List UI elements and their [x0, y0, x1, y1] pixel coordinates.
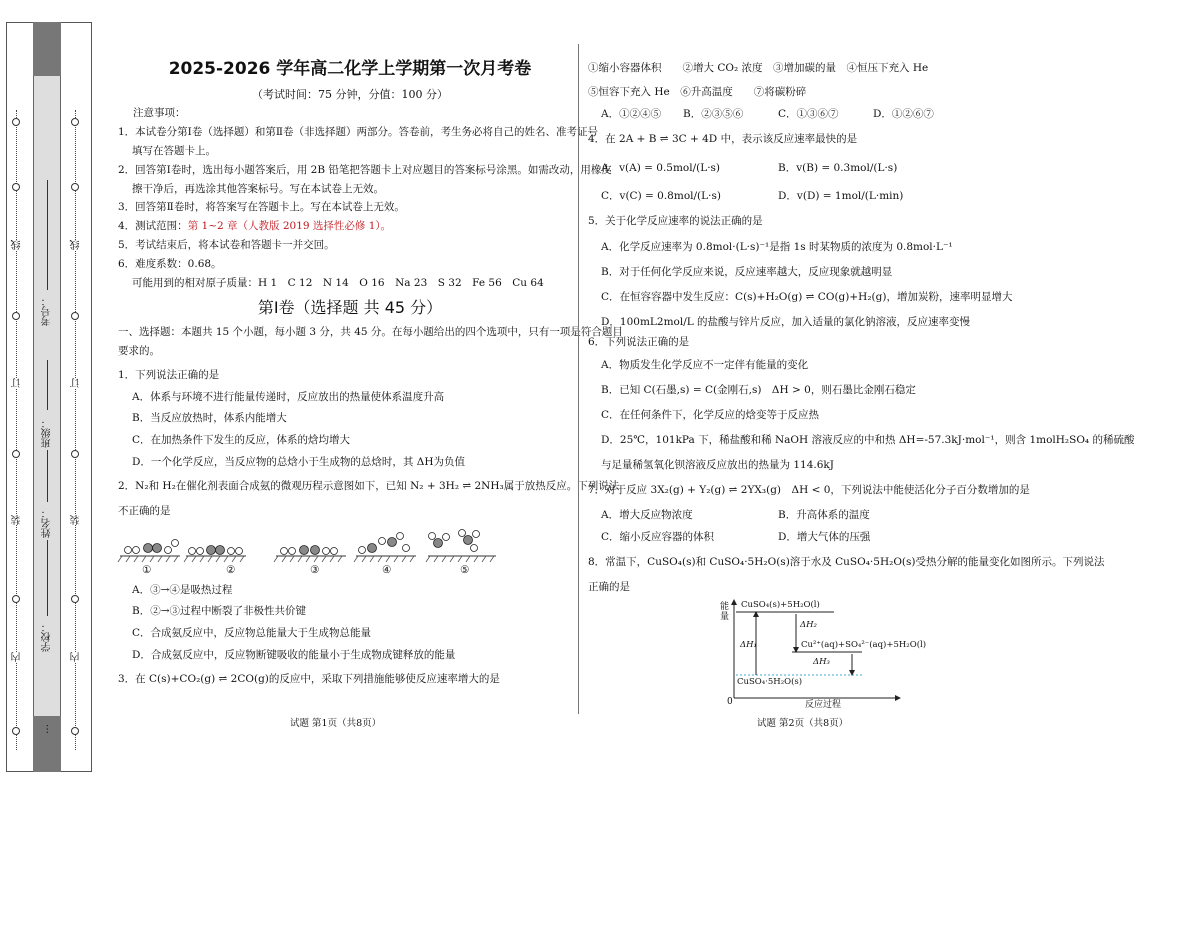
diagram-bottom-label: CuSO₄·5H₂O(s): [737, 677, 803, 687]
q6-stem: 6．下列说法正确的是: [588, 336, 690, 348]
binding-circle: [71, 118, 79, 126]
q4-stem: 4．在 2A + B ⇌ 3C + 4D 中，表示该反应速率最快的是: [588, 133, 858, 145]
q5-option-d: D．100mL2mol/L 的盐酸与锌片反应，加入适量的氯化钠溶液，反应速率变慢: [601, 316, 971, 328]
q5-option-a: A．化学反应速率为 0.8mol·(L·s)⁻¹是指 1s 时某物质的浓度为 0.8mol·L⁻¹: [601, 241, 953, 253]
binding-circle: [12, 450, 20, 458]
q6-option-a: A．物质发生化学反应不一定伴有能量的变化: [601, 359, 809, 371]
diagram-ylabel: 能量: [720, 602, 730, 622]
q4-option-c: C．v(C) = 0.8mol/(L·s): [601, 190, 721, 202]
field-class-label: 班级：: [42, 418, 53, 448]
binding-char-inner: 内: [71, 652, 82, 662]
notice-item-6: 6．难度系数：0.68。: [118, 258, 222, 270]
field-school-line[interactable]: [47, 540, 48, 616]
q1-option-d: D．一个化学反应，当反应物的总焓小于生成物的总焓时，其 ΔH为负值: [132, 456, 465, 468]
q1-option-c: C．在加热条件下发生的反应，体系的焓均增大: [132, 434, 351, 446]
diagram-top-label: CuSO₄(s)+5H₂O(l): [741, 600, 820, 610]
binding-char-line: 线: [12, 240, 23, 250]
q7-option-d: D．增大气体的压强: [778, 531, 871, 543]
q6-option-b: B．已知 C(石墨,s) = C(金刚石,s) ΔH > 0，则石墨比金刚石稳定: [601, 384, 916, 396]
notice-item-1: 1．本试卷分第Ⅰ卷（选择题）和第Ⅱ卷（非选择题）两部分。答卷前，考生务必将自己的姓名、准考证号: [118, 126, 598, 138]
binding-char-zhuang: 装: [12, 515, 23, 525]
notice-scope-label: 4．测试范围：: [118, 220, 188, 232]
binding-circle: [71, 312, 79, 320]
q2-option-d: D．合成氨反应中，反应物断键吸收的能量小于生成物成键释放的能量: [132, 649, 456, 661]
binding-char-ding: 订: [12, 378, 23, 388]
diagram-mid-label: Cu²⁺(aq)+SO₄²⁻(aq)+5H₂O(l): [801, 640, 927, 650]
binding-circle: [71, 450, 79, 458]
q3-options-row2: ⑤恒容下充入 He ⑥升高温度 ⑦将碳粉碎: [588, 86, 807, 98]
section-1-title: 第Ⅰ卷（选择题 共 45 分）: [257, 298, 443, 317]
q7-option-b: B．升高体系的温度: [778, 509, 870, 521]
q3-options-row1: ①缩小容器体积 ②增大 CO₂ 浓度 ③增加碳的量 ④恒压下充入 He: [588, 62, 929, 74]
binding-dark-top: [33, 22, 61, 76]
q4-option-a: A．v(A) = 0.5mol/(L·s): [601, 162, 721, 174]
q7-option-c: C．缩小反应容器的体积: [601, 531, 715, 543]
diagram-dh1-label: ΔH₁: [740, 640, 757, 650]
q7-stem: 7．对于反应 3X₂(g) + Y₂(g) ⇌ 2YX₃(g) ΔH < 0，下列说法中能使活化分子百分数增加的是: [588, 484, 1030, 496]
q3-choice-c: C．①③⑥⑦: [778, 108, 839, 120]
q2-stem-cont: 不正确的是: [118, 505, 171, 517]
q2-option-a: A．③→④是吸热过程: [132, 584, 233, 596]
binding-circle: [12, 118, 20, 126]
notice-heading: 注意事项：: [133, 107, 186, 119]
binding-char-ding: 订: [71, 378, 82, 388]
binding-circle: [12, 183, 20, 191]
q2-figure-label-1: ①: [142, 564, 152, 576]
q4-option-b: B．v(B) = 0.3mol/(L·s): [778, 162, 898, 174]
notice-scope-value: 第 1~2 章（人教版 2019 选择性必修 1）。: [187, 220, 392, 232]
q2-option-c: C．合成氨反应中，反应物总能量大于生成物总能量: [132, 627, 372, 639]
page-2-footer: 试题 第2页（共8页）: [757, 718, 849, 729]
q6-option-d: D．25℃，101kPa 下，稀盐酸和稀 NaOH 溶液反应的中和热 ΔH=-57.3kJ·mol⁻¹，则含 1molH₂SO₄ 的稀硫酸: [601, 434, 1135, 446]
field-name-label: 姓名：: [42, 508, 53, 538]
q2-figure-label-5: ⑤: [460, 564, 470, 576]
field-name-line[interactable]: [47, 450, 48, 502]
binding-char-line: 线: [71, 240, 82, 250]
field-exam-number-label: 考号：: [42, 296, 53, 326]
section-1-intro-cont: 要求的。: [118, 345, 160, 357]
q8-energy-diagram: [712, 598, 912, 710]
q2-figure-label-2: ②: [226, 564, 236, 576]
binding-circle: [71, 183, 79, 191]
diagram-xlabel: 反应过程: [805, 700, 842, 710]
notice-item-5: 5．考试结束后，将本试卷和答题卡一并交回。: [118, 239, 335, 251]
q8-stem-cont: 正确的是: [588, 581, 630, 593]
q3-choice-b: B．②③⑤⑥: [683, 108, 744, 120]
q3-choice-d: D．①②⑥⑦: [873, 108, 934, 120]
notice-item-2: 2．回答第Ⅰ卷时，选出每小题答案后，用 2B 铅笔把答题卡上对应题目的答案标号涂黑。如需改动，用橡皮: [118, 164, 612, 176]
field-school-label: 学校：: [42, 622, 53, 652]
q5-stem: 5．关于化学反应速率的说法正确的是: [588, 215, 763, 227]
q2-figure-label-4: ④: [382, 564, 392, 576]
q2-figure-label-3: ③: [310, 564, 320, 576]
q4-option-d: D．v(D) = 1mol/(L·min): [778, 190, 904, 202]
q8-stem: 8．常温下，CuSO₄(s)和 CuSO₄·5H₂O(s)溶于水及 CuSO₄·5H₂O(s)受热分解的能量变化如图所示。下列说法: [588, 556, 1105, 568]
binding-ellipsis: …: [40, 724, 51, 734]
binding-circle: [12, 595, 20, 603]
q1-stem: 1．下列说法正确的是: [118, 369, 220, 381]
q2-option-b: B．②→③过程中断裂了非极性共价键: [132, 605, 307, 617]
binding-char-zhuang: 装: [71, 515, 82, 525]
notice-item-2-cont: 擦干净后，再选涂其他答案标号。写在本试卷上无效。: [132, 183, 384, 195]
q6-option-c: C．在任何条件下，化学反应的焓变等于反应热: [601, 409, 820, 421]
q5-option-c: C．在恒容容器中发生反应：C(s)+H₂O(g) ⇌ CO(g)+H₂(g)，增加炭粉，速率明显增大: [601, 291, 1013, 303]
notice-item-3: 3．回答第Ⅱ卷时，将答案写在答题卡上。写在本试卷上无效。: [118, 201, 405, 213]
q1-option-b: B．当反应放热时，体系内能增大: [132, 412, 287, 424]
diagram-origin: 0: [727, 697, 733, 707]
exam-subtitle: （考试时间：75 分钟，分值：100 分）: [252, 88, 448, 101]
atomic-mass-line: 可能用到的相对原子质量：H 1 C 12 N 14 O 16 Na 23 S 32 Fe 56 Cu 64: [132, 277, 544, 289]
notice-item-4: [118, 219, 391, 233]
q5-option-b: B．对于任何化学反应来说，反应速率越大，反应现象就越明显: [601, 266, 893, 278]
q3-stem: 3．在 C(s)+CO₂(g) ⇌ 2CO(g)的反应中，采取下列措施能够使反应速率增大的是: [118, 673, 500, 685]
notice-item-1-cont: 填写在答题卡上。: [132, 145, 216, 157]
q6-option-d-cont: 与足量稀氢氧化钡溶液反应放出的热量为 114.6kJ: [601, 459, 834, 471]
binding-circle: [71, 727, 79, 735]
q3-choice-a: A．①②④⑤: [601, 108, 662, 120]
q7-option-a: A．增大反应物浓度: [601, 509, 693, 521]
section-1-intro: 一、选择题：本题共 15 个小题，每小题 3 分，共 45 分。在每小题给出的四个选项中，只有一项是符合题目: [118, 326, 623, 338]
binding-char-outer: 内: [12, 652, 23, 662]
field-class-line[interactable]: [47, 360, 48, 410]
q1-option-a: A．体系与环境不进行能量传递时，反应放出的热量使体系温度升高: [132, 391, 445, 403]
exam-title: 2025-2026 学年高二化学上学期第一次月考卷: [168, 59, 532, 79]
q2-stem: 2．N₂和 H₂在催化剂表面合成氨的微观历程示意图如下，已知 N₂ + 3H₂ ⇌ 2NH₃属于放热反应。下列说法: [118, 480, 620, 492]
binding-circle: [12, 312, 20, 320]
diagram-dh2-label: ΔH₂: [800, 620, 817, 630]
field-exam-number-line[interactable]: [47, 180, 48, 290]
page-divider: [578, 44, 579, 714]
binding-circle: [12, 727, 20, 735]
page-1-footer: 试题 第1页（共8页）: [290, 718, 382, 729]
binding-circle: [71, 595, 79, 603]
diagram-dh3-label: ΔH₃: [813, 657, 830, 667]
